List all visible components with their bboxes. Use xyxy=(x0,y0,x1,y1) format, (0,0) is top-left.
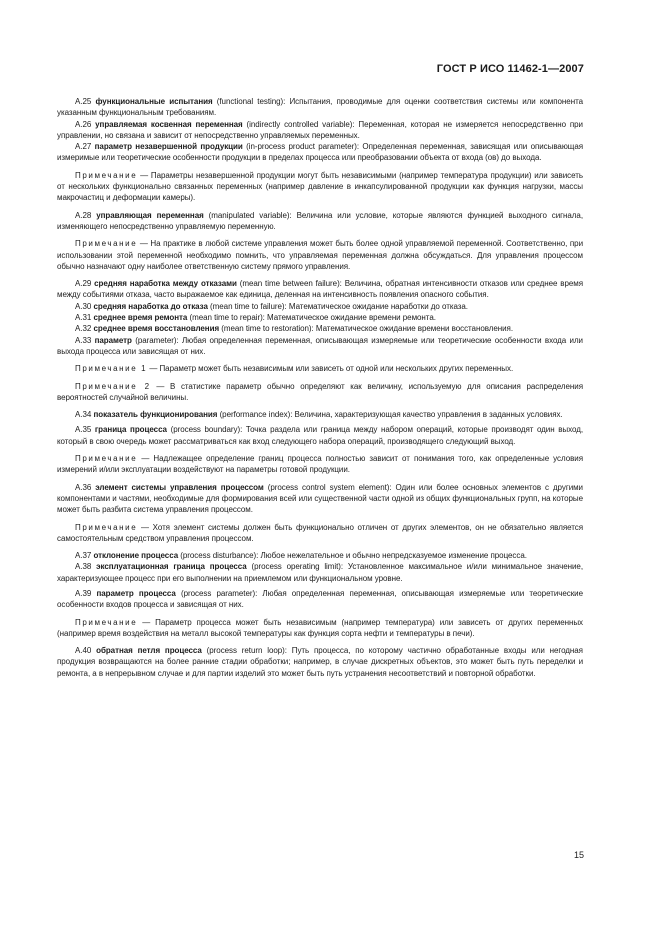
term: средняя наработка до отказа xyxy=(93,301,208,311)
definition-a38: А.38 эксплуатационная граница процесса (process operating limit): Установленное максимальное и/или минимальное значение, характеризующее процесс при его выполнении на приемлемом или функциональном уровне. xyxy=(57,562,583,583)
term: параметр незавершенной продукции xyxy=(94,142,243,152)
definition-a36: А.36 элемент системы управления процессом (process control system element): Один или более основных элементов с другими компонентами и частями, необходимые для формирования всей или существенной части одной из общих функциональных групп, на которые может быть разбита система управления процессом. xyxy=(57,482,583,515)
term: эксплуатационная граница процесса xyxy=(96,562,247,572)
document-body xyxy=(57,96,583,679)
definition-a34: А.34 показатель функционирования (performance index): Величина, характеризующая качество управления в заданных условиях. xyxy=(75,410,563,420)
definition-a33: А.33 параметр (parameter): Любая определенная переменная, описывающая измеряемые или теоретические особенности входа или выхода процесса или зависящая от них. xyxy=(57,335,583,356)
document-header: ГОСТ Р ИСО 11462-1—2007 xyxy=(436,63,584,75)
term: показатель функционирования xyxy=(93,410,218,420)
definition-a35: А.35 граница процесса (process boundary): Точка раздела или граница между набором операций, которые производят один выход, который в свою очередь может рассматриваться как вход следующего набора операций, производящего следующий выход. xyxy=(57,425,583,446)
term: среднее время ремонта xyxy=(93,313,188,323)
definition-a29: А.29 средняя наработка между отказами (mean time between failure): Величина, обратная интенсивности отказов или среднее время между событиями отказа, часто выражаемое как единица, деленная на интенсивность появления опасного события. xyxy=(57,279,583,300)
note-a27: Примечание — Параметры незавершенной продукции могут быть независимыми (например температура продукции) или зависеть от нескольких функционально связанных переменных (например давление в инкапсулированной продукции как функция нагрузки, массы макрочастиц и деформации камеры). xyxy=(57,170,583,203)
definition-a37: А.37 отклонение процесса (process disturbance): Любое нежелательное и обычно непредсказуемое изменение процесса. xyxy=(75,551,527,561)
note-a33-2: Примечание 2 — В статистике параметр обычно определяют как величину, используемую для описания распределения вероятностей случайной величины. xyxy=(57,381,583,402)
definition-a25: А.25 функциональные испытания (functional testing): Испытания, проводимые для оценки соответствия системы или компонента указанным функциональным требованиям. xyxy=(57,97,583,118)
term: средняя наработка между отказами xyxy=(94,279,237,289)
term: параметр xyxy=(94,335,132,345)
note-a28: Примечание — На практике в любой системе управления может быть более одной управляемой переменной. Соответственно, при использовании этой переменной необходимо помнить, что управляемая переменная должна обсуждаться. Для управления процессом обычно назначают одну наиболее ответственную систему прямого управления. xyxy=(57,239,583,271)
definition-a31: А.31 среднее время ремонта (mean time to repair): Математическое ожидание времени ремонта. xyxy=(75,313,436,323)
definition-a26: А.26 управляемая косвенная переменная (indirectly controlled variable): Переменная, которая не измеряется непосредственно при управлении, но связана и зависит от непосредственно управляемых переменных. xyxy=(57,119,583,140)
note-a33-1: Примечание 1 — Параметр может быть независимым или зависеть от одной или нескольких других переменных. xyxy=(75,364,514,374)
definition-a40: А.40 обратная петля процесса (process return loop): Путь процесса, по которому частично обработанные входы или негодная продукция возвращаются на более ранние стадии обработки; например, в случае дискретных объектов, это может быть путь переделки и ремонта, а в непрерывном случае и для партии изделий это может быть путь устранения несоответствий и повторной обработки. xyxy=(57,646,583,678)
term: управляющая переменная xyxy=(96,210,204,220)
page-number: 15 xyxy=(573,850,584,860)
term: отклонение процесса xyxy=(93,551,179,561)
definition-a30: А.30 средняя наработка до отказа (mean time to failure): Математическое ожидание наработки до отказа. xyxy=(75,301,468,311)
term: обратная петля процесса xyxy=(96,646,202,656)
definition-a27: А.27 параметр незавершенной продукции (in-process product parameter): Определенная переменная, зависящая или описывающая измеримые или теоретические особенности продукции в пределах процесса или преобразовании объекта от входа (ов) до выхода. xyxy=(57,142,583,163)
term: параметр процесса xyxy=(96,588,176,598)
term: среднее время восстановления xyxy=(93,324,220,334)
note-a39: Примечание — Параметр процесса может быть независимым (например температура) или зависеть от других переменных (например время воздействия на металл высокой температуры как функция сорта нефти и температуры в печи). xyxy=(57,617,583,638)
term: функциональные испытания xyxy=(95,97,213,106)
definition-a28: А.28 управляющая переменная (manipulated variable): Величина или условие, которые являются функцией выходного сигнала, изменяющего непосредственно управляемую переменную. xyxy=(57,210,583,231)
term: граница процесса xyxy=(94,425,167,435)
definition-a39: А.39 параметр процесса (process parameter): Любая определенная переменная, описывающая измеряемые или теоретические особенности входов процесса и зависящая от них. xyxy=(57,588,583,610)
term: элемент системы управления процессом xyxy=(95,482,264,492)
note-a35: Примечание — Надлежащее определение границ процесса полностью зависит от понимания того, как определенные условия измерений и/или эксплуатации воздействуют на параметры готовой продукции. xyxy=(57,454,583,475)
term: управляемая косвенная переменная xyxy=(95,119,243,129)
definition-a32: А.32 среднее время восстановления (mean time to restoration): Математическое ожидание времени восстановления. xyxy=(75,324,513,334)
note-a36: Примечание — Хотя элемент системы должен быть функционально отличен от других элементов, он не обязательно является самостоятельным средством управления процессом. xyxy=(57,522,583,543)
